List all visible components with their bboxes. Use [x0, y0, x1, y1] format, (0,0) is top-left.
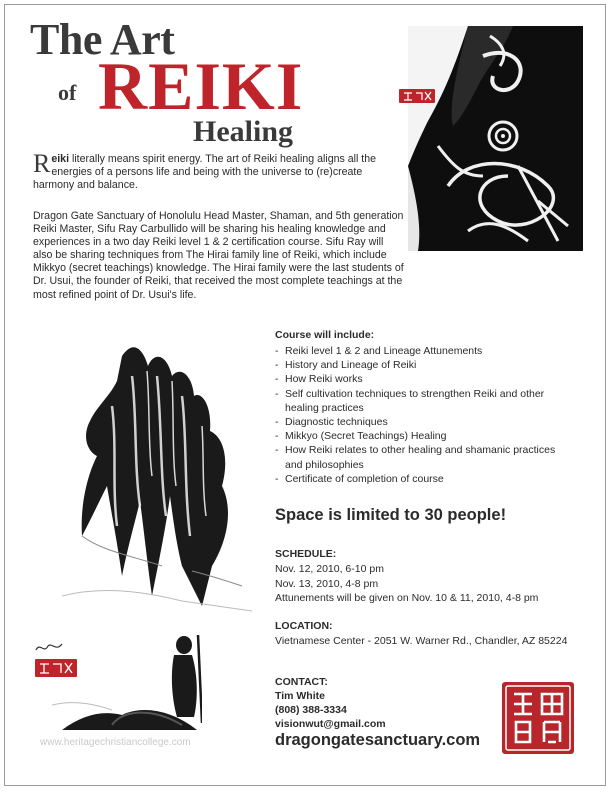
schedule-line: Nov. 12, 2010, 6-10 pm	[275, 563, 384, 575]
dragon-gate-seal	[500, 680, 576, 756]
location-text: Vietnamese Center - 2051 W. Warner Rd., Chandler, AZ 85224	[275, 635, 568, 647]
course-item: - Certificate of completion of course	[275, 472, 575, 486]
website-link[interactable]: dragongatesanctuary.com	[275, 731, 481, 749]
title-of: of	[58, 80, 77, 105]
course-heading: Course will include:	[275, 329, 375, 341]
schedule-line: Nov. 13, 2010, 4-8 pm	[275, 577, 379, 590]
intro-paragraph	[33, 149, 403, 192]
location-heading: LOCATION:	[275, 620, 333, 632]
red-seal-stamp-small	[398, 88, 436, 104]
course-item: - History and Lineage of Reiki	[275, 358, 575, 372]
contact-heading: CONTACT:	[275, 676, 328, 688]
title-healing: Healing	[193, 115, 294, 148]
schedule-line: Attunements will be given on Nov. 10 & 11, 2010, 4-8 pm	[275, 592, 539, 604]
red-seal-stamp-small-2	[34, 658, 78, 678]
intro-lead-word: eiki	[51, 153, 70, 165]
ink-mountain-painting	[62, 336, 252, 616]
intro-text: literally means spirit energy. The art of Reiki healing aligns all the energies of a persons life and being with the universe to (re)create harmony and balance.	[33, 153, 376, 191]
course-item: - Diagnostic techniques	[275, 415, 575, 429]
title-the-art: The Art	[30, 15, 175, 64]
watermark-text: www.heritagechristiancollege.com	[40, 737, 191, 748]
space-limited-notice: Space is limited to 30 people!	[275, 506, 507, 524]
course-item: - Self cultivation techniques to strengthen Reiki and other healing practices	[275, 387, 575, 415]
title-reiki: REIKI	[98, 48, 304, 124]
course-item: - Mikkyo (Secret Teachings) Healing	[275, 429, 575, 443]
course-item: - How Reiki works	[275, 372, 575, 386]
contact-email: visionwut@gmail.com	[275, 718, 386, 730]
signature-mark	[34, 640, 64, 656]
ink-painting-abstract	[408, 26, 583, 251]
course-item: - Reiki level 1 & 2 and Lineage Attunements	[275, 344, 575, 358]
schedule-heading: SCHEDULE:	[275, 548, 337, 560]
course-item: - How Reiki relates to other healing and shamanic practices and philosophies	[275, 443, 575, 471]
course-list	[275, 344, 575, 486]
contact-phone: (808) 388-3334	[275, 704, 347, 716]
description-paragraph: Dragon Gate Sanctuary of Honolulu Head Master, Shaman, and 5th generation Reiki Master, Sifu Ray Carbullido will be sharing his healing knowledge and experiences in a two day Reiki level 1 & 2 certification course. Sifu Ray will also be sharing techniques from The Hirai family line of Reiki, which include Mikkyo (secret teachings) knowledge. The Hirai family were the last students of Dr. Usui, the founder of Reiki, that received the most complete teachings at the most refined point of Dr. Usui's life.	[33, 210, 404, 301]
drop-cap: R	[33, 149, 51, 178]
contact-name: Tim White	[275, 690, 325, 702]
